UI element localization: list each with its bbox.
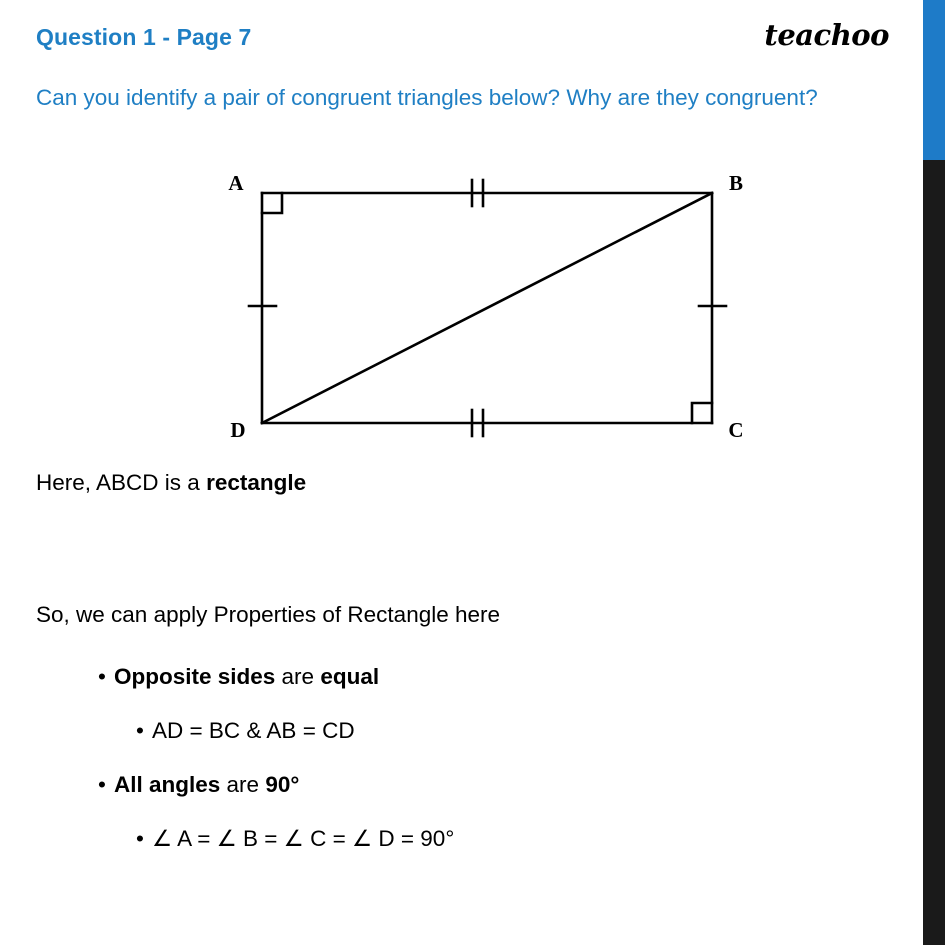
- page-title: Question 1 - Page 7: [36, 24, 252, 50]
- rectangle-statement-prefix: Here, ABCD is a: [36, 470, 207, 495]
- teachoo-logo: teachoo: [764, 18, 889, 52]
- right-edge-bar-dark: [923, 160, 945, 945]
- bullet-marker: •: [136, 826, 144, 851]
- list-item-text: AD = BC & AB = CD: [152, 718, 355, 743]
- list-item: [36, 660, 896, 694]
- list-item-text: are: [220, 772, 266, 797]
- rectangle-statement: [36, 468, 306, 498]
- vertex-label-d: D: [230, 418, 246, 442]
- bullet-marker: •: [98, 772, 106, 797]
- header: [36, 18, 903, 58]
- list-item-text: are: [275, 664, 321, 689]
- list-item-text-bold-2: equal: [320, 664, 380, 689]
- list-item-text-bold: Opposite sides: [114, 664, 276, 689]
- question-text: Can you identify a pair of congruent triangles below? Why are they congruent?: [36, 85, 818, 110]
- right-edge-bar-blue: [923, 0, 945, 160]
- list-item: [36, 822, 896, 856]
- list-item-text-bold: All angles: [114, 772, 221, 797]
- bullet-list: [36, 660, 896, 876]
- bullet-marker: •: [98, 664, 106, 689]
- properties-statement: So, we can apply Properties of Rectangle here: [36, 602, 501, 627]
- rectangle-statement-bold: rectangle: [206, 470, 307, 495]
- list-item: [36, 768, 896, 802]
- list-item: [36, 714, 896, 748]
- vertex-label-c: C: [728, 418, 744, 442]
- vertex-label-b: B: [728, 171, 744, 195]
- rectangle-figure: [200, 165, 760, 455]
- bullet-marker: •: [136, 718, 144, 743]
- vertex-label-a: A: [228, 171, 244, 195]
- list-item-text: ∠ A = ∠ B = ∠ C = ∠ D = 90°: [152, 826, 455, 851]
- list-item-text-bold-2: 90°: [265, 772, 300, 797]
